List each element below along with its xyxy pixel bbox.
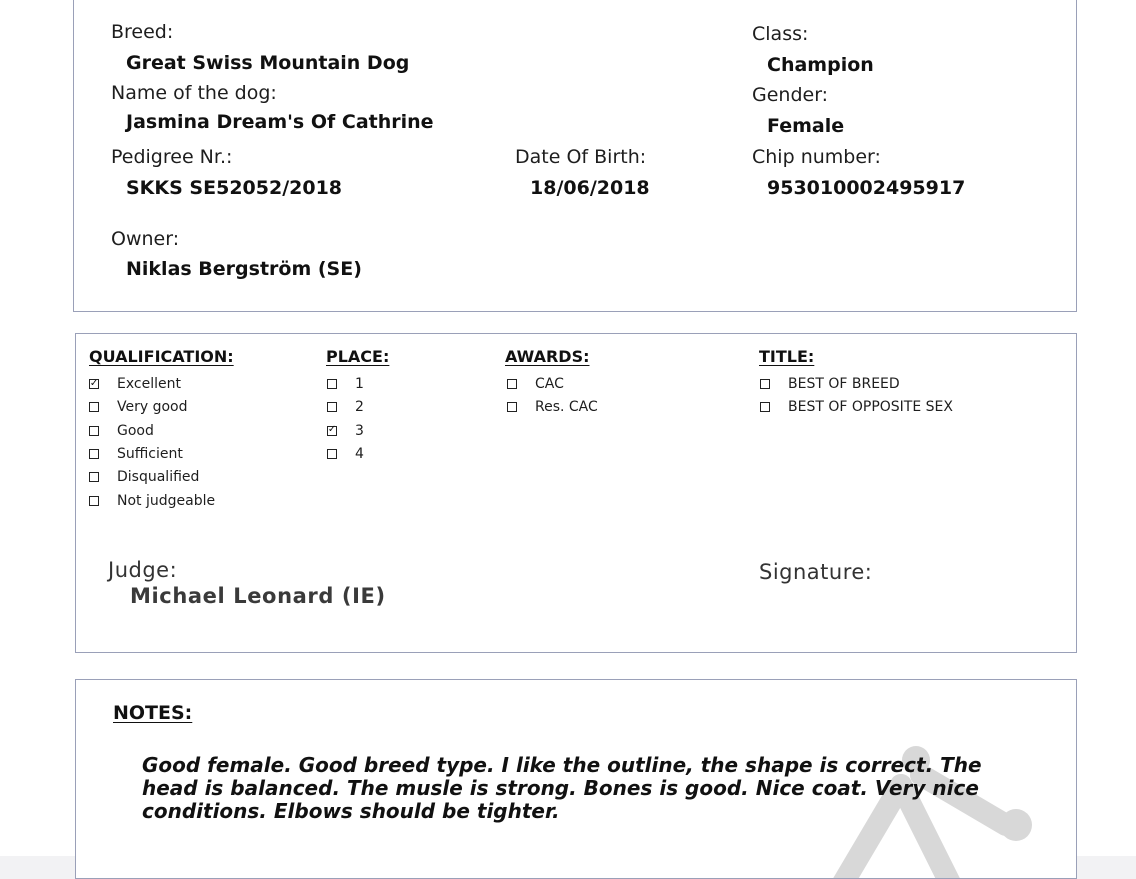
- checkbox-icon[interactable]: [507, 379, 517, 389]
- pedigree-value: SKKS SE52052/2018: [126, 177, 343, 199]
- dob-value: 18/06/2018: [530, 177, 650, 199]
- owner-value: Niklas Bergström (SE): [126, 258, 362, 280]
- checkbox-icon[interactable]: [89, 449, 99, 459]
- title-heading: TITLE:: [759, 347, 815, 366]
- checkbox-icon[interactable]: [89, 402, 99, 412]
- title-option[interactable]: [760, 374, 900, 394]
- place-option[interactable]: [327, 374, 364, 394]
- checkbox-icon[interactable]: [89, 426, 99, 436]
- class-value: Champion: [767, 54, 874, 76]
- checkbox-icon[interactable]: [760, 379, 770, 389]
- qualification-option-label: Good: [117, 422, 154, 439]
- place-option[interactable]: [327, 444, 364, 464]
- title-option[interactable]: [760, 397, 953, 417]
- signature-label: Signature:: [759, 560, 873, 584]
- checkbox-icon[interactable]: [760, 402, 770, 412]
- title-option-label: BEST OF OPPOSITE SEX: [788, 399, 953, 416]
- place-option-label: 1: [355, 376, 364, 392]
- qualification-option[interactable]: [89, 421, 154, 441]
- place-option[interactable]: [327, 421, 364, 441]
- qualification-option-label: Sufficient: [117, 445, 183, 462]
- checkbox-icon[interactable]: [327, 379, 337, 389]
- qualification-option[interactable]: [89, 467, 199, 487]
- checkbox-icon[interactable]: [327, 449, 337, 459]
- chip-value: 953010002495917: [767, 177, 966, 199]
- notes-panel: [75, 679, 1077, 879]
- qualification-option[interactable]: [89, 444, 183, 464]
- breed-label: Breed:: [111, 21, 174, 43]
- checkbox-icon[interactable]: [89, 496, 99, 506]
- place-option-label: 2: [355, 399, 364, 416]
- breed-value: Great Swiss Mountain Dog: [126, 52, 410, 74]
- title-option-label: BEST OF BREED: [788, 376, 900, 392]
- judge-label: Judge:: [108, 558, 178, 582]
- awards-option-label: Res. CAC: [535, 399, 598, 416]
- place-option-label: 4: [355, 445, 364, 462]
- qualification-heading: QUALIFICATION:: [89, 347, 234, 366]
- checkbox-icon[interactable]: [327, 402, 337, 412]
- qualification-option[interactable]: [89, 491, 215, 511]
- checkbox-icon[interactable]: [507, 402, 517, 412]
- checked-checkbox-icon[interactable]: [89, 379, 99, 389]
- dob-label: Date Of Birth:: [515, 146, 647, 168]
- awards-option[interactable]: [507, 374, 564, 394]
- chip-label: Chip number:: [752, 146, 881, 168]
- class-label: Class:: [752, 23, 809, 45]
- dog-name-value: Jasmina Dream's Of Cathrine: [126, 111, 434, 133]
- qualification-option-label: Excellent: [117, 376, 181, 392]
- result-panel: [75, 333, 1077, 653]
- checked-checkbox-icon[interactable]: [327, 426, 337, 436]
- checkbox-icon[interactable]: [89, 472, 99, 482]
- awards-option[interactable]: [507, 397, 598, 417]
- qualification-option[interactable]: [89, 374, 181, 394]
- pedigree-label: Pedigree Nr.:: [111, 146, 233, 168]
- place-option[interactable]: [327, 397, 364, 417]
- gender-label: Gender:: [752, 84, 829, 106]
- owner-label: Owner:: [111, 228, 180, 250]
- place-heading: PLACE:: [326, 347, 390, 366]
- gender-value: Female: [767, 115, 845, 137]
- qualification-option-label: Disqualified: [117, 469, 200, 486]
- place-option-label: 3: [355, 422, 364, 439]
- awards-option-label: CAC: [535, 376, 564, 392]
- notes-heading: NOTES:: [113, 702, 193, 724]
- qualification-option-label: Not judgeable: [117, 492, 216, 509]
- judge-name: Michael Leonard (IE): [130, 584, 386, 608]
- dog-name-label: Name of the dog:: [111, 82, 277, 104]
- awards-heading: AWARDS:: [505, 347, 590, 366]
- dog-info-panel: [73, 0, 1077, 312]
- notes-text: Good female. Good breed type. I like the outline, the shape is correct. The head is balanced. The musle is strong. Bones is good. Nice coat. Very nice conditions. Elbows should be tighter.: [142, 753, 982, 823]
- qualification-option[interactable]: [89, 397, 188, 417]
- qualification-option-label: Very good: [117, 399, 188, 416]
